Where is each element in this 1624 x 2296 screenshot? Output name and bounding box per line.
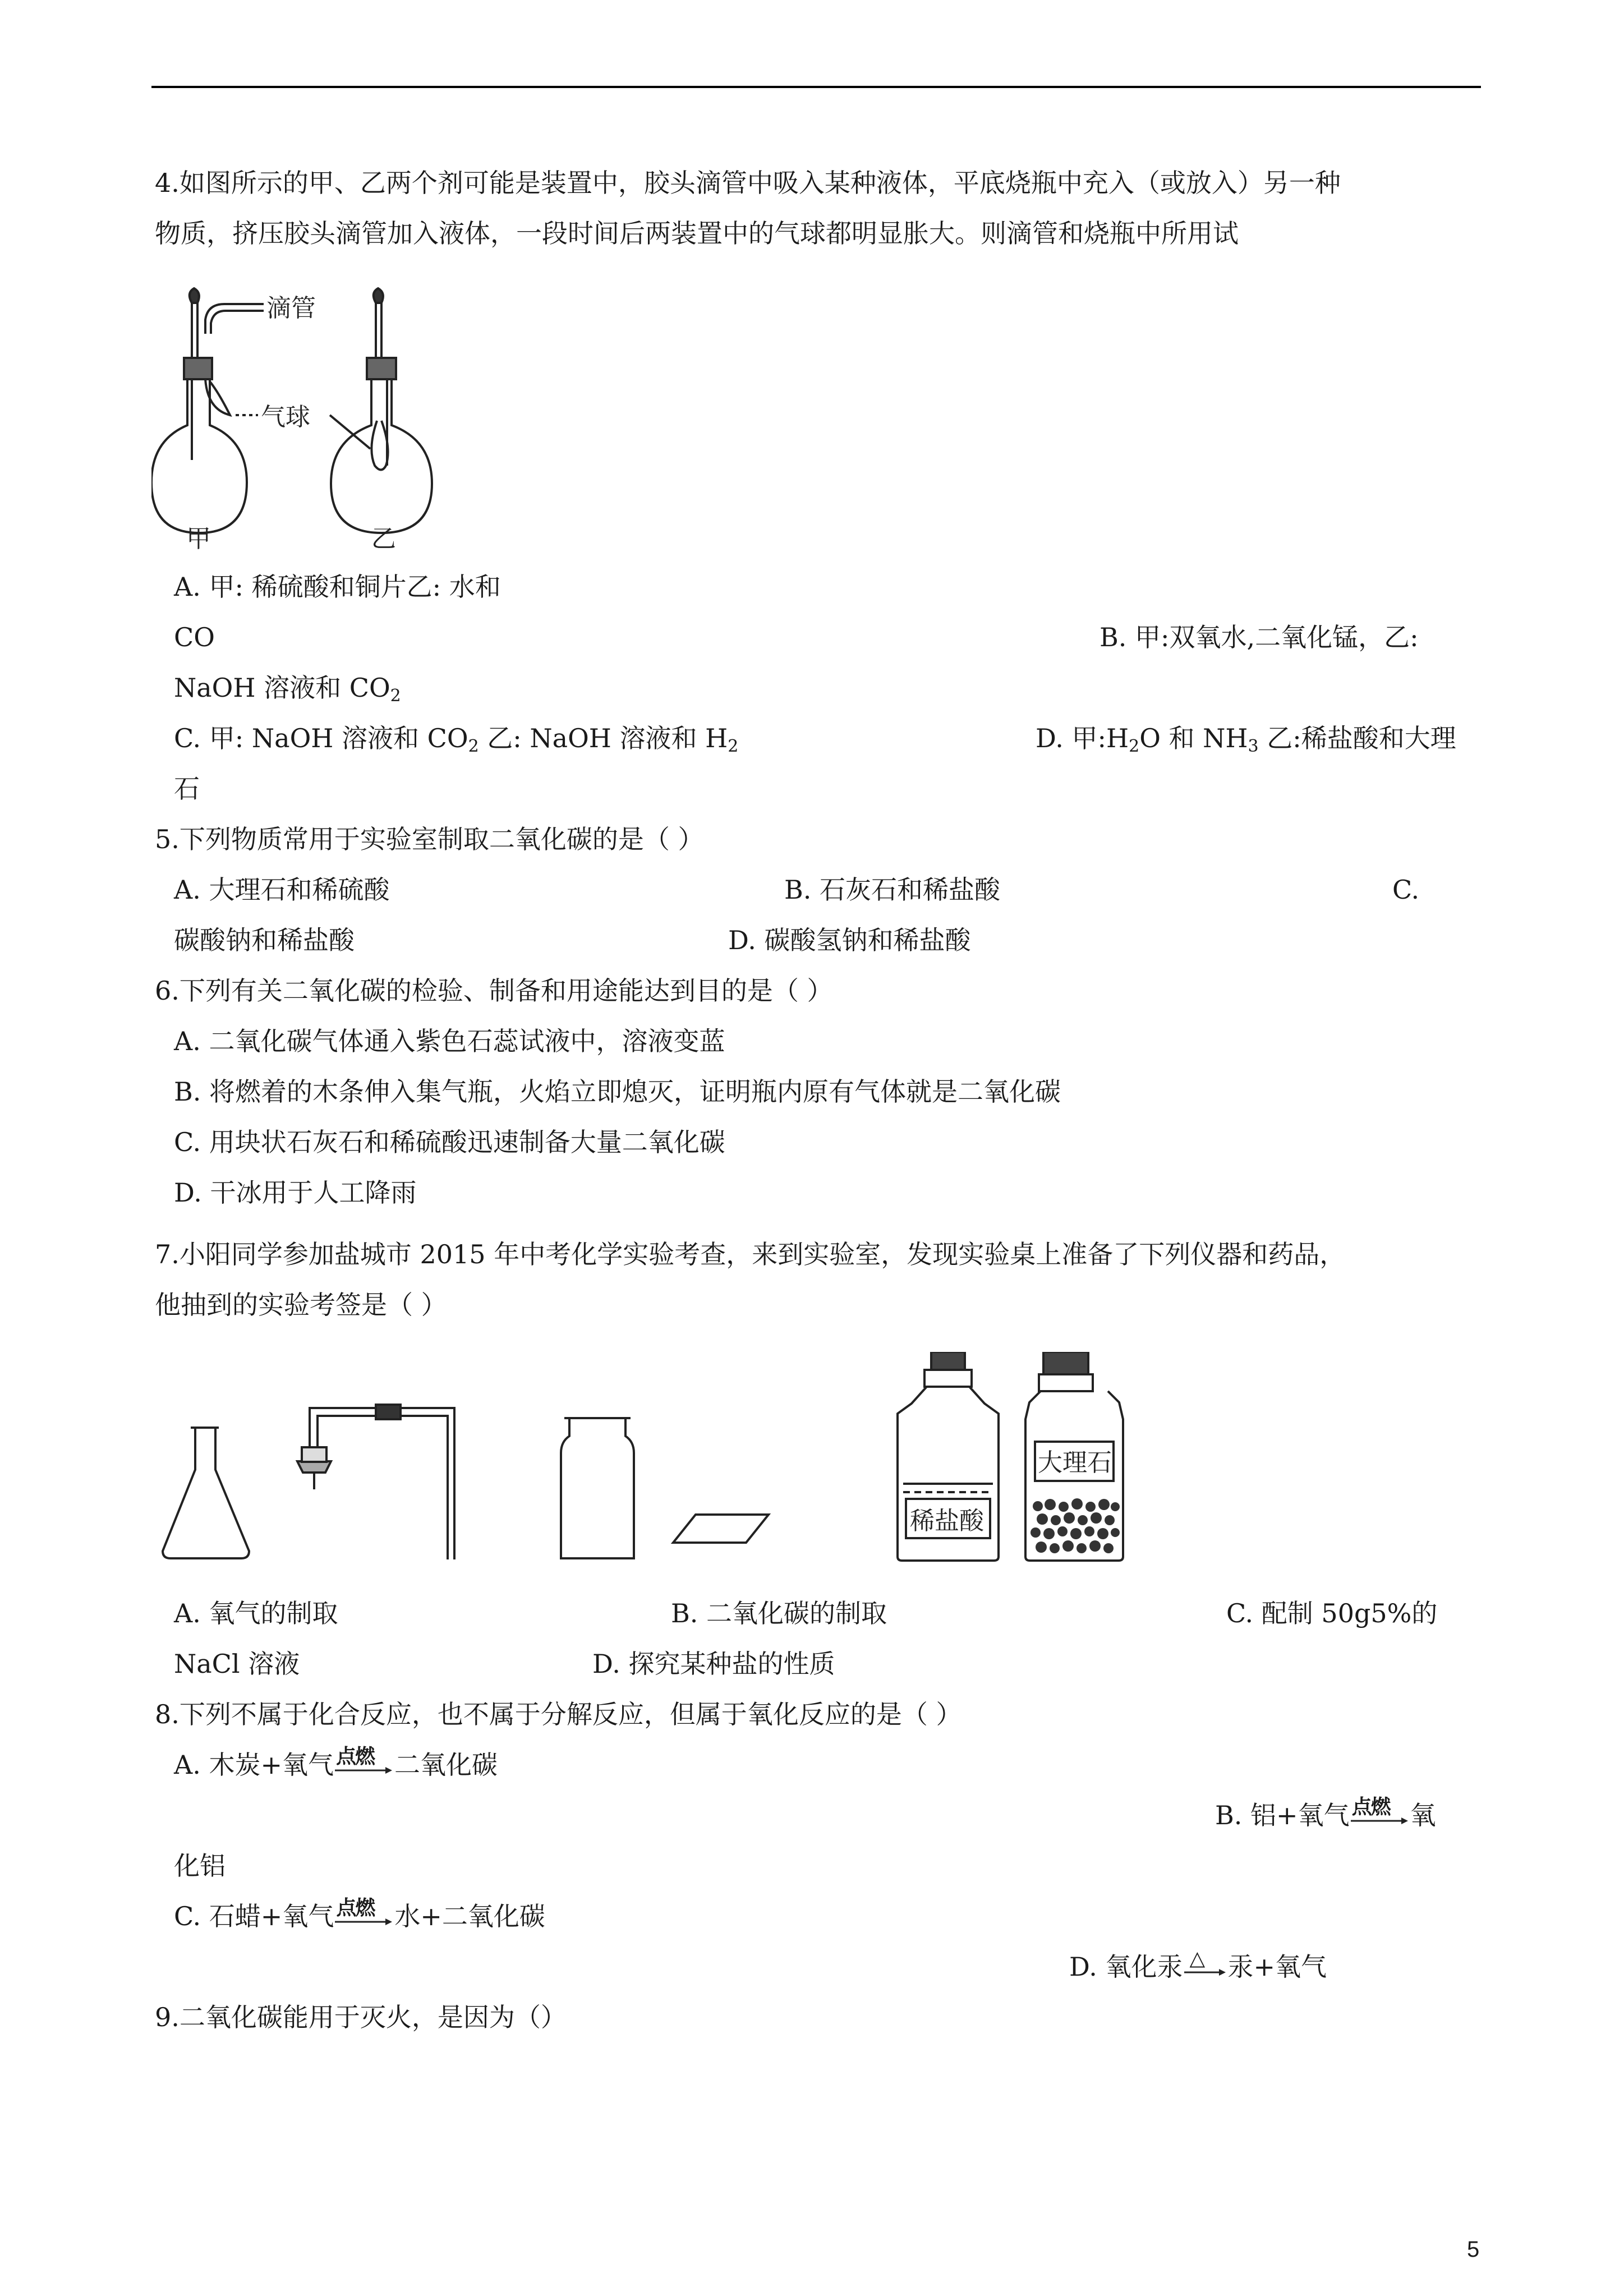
q7-option-c-line1: C. 配制 50g5%的 [1226,1598,1438,1628]
q5-option-a: A. 大理石和稀硫酸 [174,875,390,905]
q4-option-d-line2: 石 [174,774,200,804]
q4-option-b-line1: B. 甲:双氧水,二氧化锰，乙: [1099,622,1419,652]
q6-option-b: B. 将燃着的木条伸入集气瓶，火焰立即熄灭，证明瓶内原有气体就是二氧化碳 [174,1076,1061,1107]
q7-option-a: A. 氧气的制取 [174,1598,338,1628]
header-rule [151,86,1481,88]
q5-option-c-line2: 碳酸钠和稀盐酸 [174,925,355,955]
q7-option-b: B. 二氧化碳的制取 [671,1598,887,1628]
q8-option-d: D. 氧化汞 △ 汞+氧气 [1069,1950,1327,1984]
q4-flask-figure [151,280,443,550]
q4-option-d: D. 甲$:H_2O$ 和 $NH_3$ 乙:稀盐酸和大理 [1036,723,1456,756]
dropper-label: 滴管 [266,294,316,323]
q7-option-c-line2: NaCl 溶液 [174,1649,300,1679]
q8-option-b-line2: 化铝 [174,1851,226,1881]
q8-stem: 8.下列不属于化合反应，也不属于分解反应，但属于氧化反应的是（ ） [155,1699,962,1729]
bottle-label-marble: 大理石 [1038,1448,1112,1477]
q4-option-a-line2: CO [174,622,215,652]
bottle-label-dilute-hcl: 稀盐酸 [910,1507,984,1535]
q4-option-b-line2: NaOH 溶液和 $CO_2$ [174,673,401,706]
q7-stem-line1: 7.小阳同学参加盐城市 2015 年中考化学实验考查，来到实验室，发现实验桌上准备了下列仪器和药品， [155,1239,1346,1269]
q8-option-a: A. 木炭+氧气 点燃 二氧化碳 [174,1748,498,1782]
ignite-arrow: 点燃 [1350,1798,1410,1832]
q9-stem: 9.二氧化碳能用于灭火，是因为（） [155,2002,567,2032]
conical-flask [163,1428,249,1558]
q4-stem-line1: 4.如图所示的甲、乙两个剂可能是装置中，胶头滴管中吸入某种液体，平底烧瓶中充入（或放入）另一种 [155,168,1341,198]
q6-option-c: C. 用块状石灰石和稀硫酸迅速制备大量二氧化碳 [174,1127,725,1157]
q5-option-b: B. 石灰石和稀盐酸 [784,875,1001,905]
q6-stem: 6.下列有关二氧化碳的检验、制备和用途能达到目的是（ ） [155,976,833,1006]
ignite-arrow: 点燃 [334,1748,394,1782]
q7-option-d: D. 探究某种盐的性质 [592,1649,835,1679]
flask-b-label: 乙 [371,524,396,550]
q4-option-c: C. 甲: NaOH 溶液和 $CO_2$ 乙: NaOH 溶液和 $H_2$ [174,723,739,756]
q7-stem-line2: 他抽到的实验考签是（ ） [155,1290,447,1320]
page-number: 5 [1467,2237,1480,2262]
heat-arrow: △ [1183,1950,1228,1984]
q5-option-d: D. 碳酸氢钠和稀盐酸 [728,925,971,955]
q5-stem: 5.下列物质常用于实验室制取二氧化碳的是（ ） [155,824,704,854]
ignite-arrow: 点燃 [334,1899,394,1933]
q8-option-b: B. 铝+氧气 点燃 氧 [1215,1798,1436,1832]
q6-option-a: A. 二氧化碳气体通入紫色石蕊试液中，溶液变蓝 [174,1026,725,1056]
q8-option-c: C. 石蜡+氧气 点燃 水+二氧化碳 [174,1899,545,1933]
q4-stem-line2: 物质，挤压胶头滴管加入液体，一段时间后两装置中的气球都明显胀大。则滴管和烧瓶中所用试 [155,218,1239,249]
q5-option-c-line1: C. [1392,875,1420,905]
q4-option-a-line1: A. 甲: 稀硫酸和铜片乙: 水和 [174,572,501,602]
balloon-label: 气球 [261,403,310,431]
q7-apparatus-figure [157,1352,1133,1565]
q6-option-d: D. 干冰用于人工降雨 [174,1177,417,1208]
flask-a-label: 甲 [186,524,211,550]
